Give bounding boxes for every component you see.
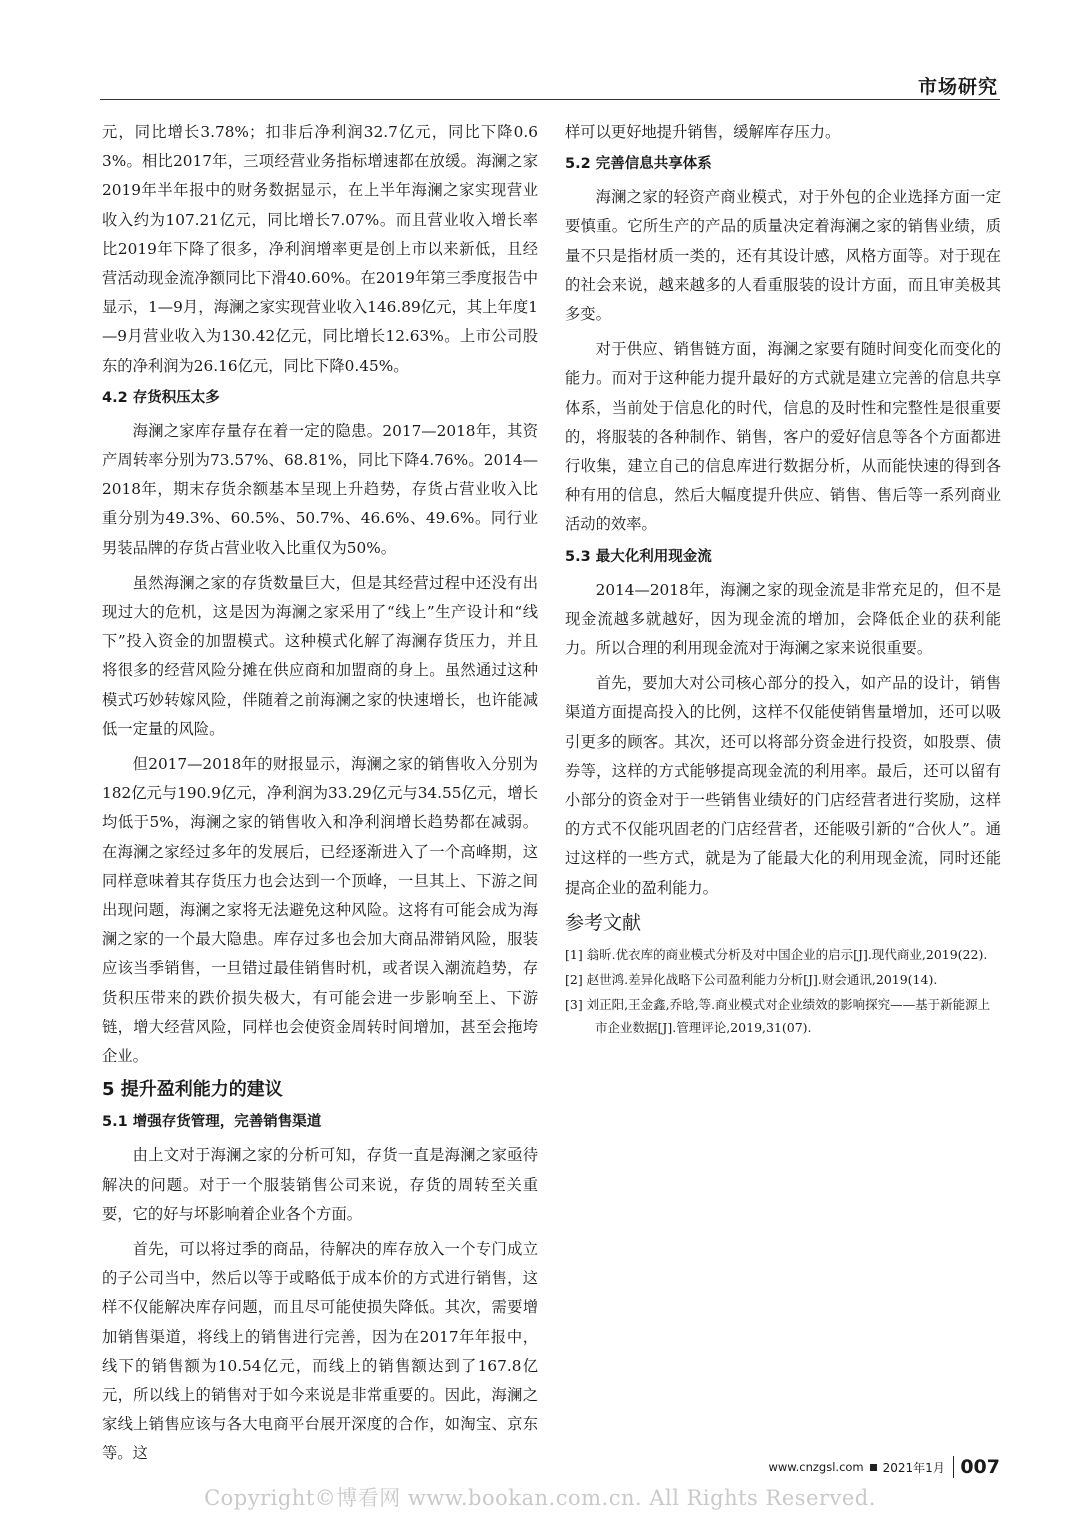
body-paragraph: 虽然海澜之家的存货数量巨大，但是其经营过程中还没有出现过大的危机，这是因为海澜之家采用了“线上”生产设计和“线下”投入资金的加盟模式。这种模式化解了海澜存货压力，并且将很多的经营风险分摊在供应商和加盟商的身上。虽然通过这种模式巧妙转嫁风险，伴随着之前海澜之家的快速增长，也许能减低一定量的风险。 [102,573,538,738]
footer-square-icon [870,1464,877,1471]
section-heading-4-2: 4.2 存货积压太多 [102,389,220,406]
header-divider [100,99,1000,100]
copyright-watermark: Copyright©博看网 www.bookan.com.cn. All Rights Reserved. [204,1486,876,1510]
reference-item: [1] 翁昕.优衣库的商业模式分析及对中国企业的启示[J].现代商业,2019(22). [565,946,988,962]
references-heading: 参考文献 [565,911,642,934]
section-heading-5-1: 5.1 增强存货管理，完善销售渠道 [102,1114,322,1131]
body-paragraph: 首先，要加大对公司核心部分的投入，如产品的设计，销售渠道方面提高投入的比例，这样不仅能使销售量增加，还可以吸引更多的顾客。其次，还可以将部分资金进行投资，如股票、债券等，这样的方式能够提高现金流的利用率。最后，还可以留有小部分的资金对于一些销售业绩好的门店经营者进行奖励，这样的方式不仅能巩固老的门店经营者，还能吸引新的“合伙人”。通过这样的一些方式，就是为了能最大化的利用现金流，同时还能提高企业的盈利能力。 [565,674,1001,897]
section-heading-5-3: 5.3 最大化利用现金流 [565,548,712,565]
right-column [565,118,1001,1041]
references-list [565,943,1001,1039]
body-paragraph: 2014—2018年，海澜之家的现金流是非常充足的，但不是现金流越多就越好，因为现金流的增加，会降低企业的获利能力。所以合理的利用现金流对于海澜之家来说很重要。 [565,580,1001,658]
footer-divider [953,1456,955,1478]
body-paragraph: 元，同比增长3.78%；扣非后净利润32.7亿元，同比下降0.63%。相比2017年，三项经营业务指标增速都在放缓。海澜之家2019年半年报中的财务数据显示，在上半年海澜之家实现营业收入约为107.21亿元，同比增长7.07%。而且营业收入增长率比2019年下降了很多，净利润增率更是创上市以来新低，且经营活动现金流净额同比下滑40.60%。在2019年第三季度报告中显示，1—9月，海澜之家实现营业收入146.89亿元，其上年度1—9月营业收入为130.42亿元，同比增长12.63%。上市公司股东的净利润为26.16亿元，同比下降0.45%。 [102,123,538,375]
left-column [102,118,538,1475]
section-heading-5-2: 5.2 完善信息共享体系 [565,156,712,173]
reference-item: [3] 刘正阳,王金鑫,乔晗,等.商业模式对企业绩效的影响探究——基于新能源上市企业数据[J].管理评论,2019,31(07). [565,996,991,1035]
body-paragraph: 首先，可以将过季的商品，待解决的库存放入一个专门成立的子公司当中，然后以等于或略低于成本价的方式进行销售，这样不仅能解决库存问题，而且尽可能使损失降低。其次，需要增加销售渠道，将线上的销售进行完善，因为在2017年年报中，线下的销售额为10.54亿元，而线上的销售额达到了167.8亿元，所以线上的销售对于如今来说是非常重要的。因此，海澜之家线上销售应该与各大电商平台展开深度的合作，如淘宝、京东等。这 [102,1239,538,1463]
body-paragraph: 对于供应、销售链方面，海澜之家要有随时间变化而变化的能力。而对于这种能力提升最好的方式就是建立完善的信息共享体系，当前处于信息化的时代，信息的及时性和完整性是很重要的，将服装的各种制作、销售，客户的爱好信息等各个方面都进行收集，建立自己的信息库进行数据分析，从而能快速的得到各种有用的信息，然后大幅度提升供应、销售、售后等一系列商业活动的效率。 [565,340,1001,534]
reference-item: [2] 赵世鸿.差异化战略下公司盈利能力分析[J].财会通讯,2019(14). [565,971,938,987]
footer-date: 2021年1月 [882,1460,945,1475]
body-paragraph: 海澜之家的轻资产商业模式，对于外包的企业选择方面一定要慎重。它所生产的产品的质量决定着海澜之家的销售业绩，质量不只是指材质一类的，还有其设计感，风格方面等。对于现在的社会来说，越来越多的人看重服装的设计方面，而且审美极其多变。 [565,188,1001,324]
section-heading-5: 5 提升盈利能力的建议 [102,1079,283,1101]
body-paragraph: 海澜之家库存量存在着一定的隐患。2017—2018年，其资产周转率分别为73.57%、68.81%，同比下降4.76%。2014—2018年，期末存货余额基本呈现上升趋势，存货占营业收入比重分别为49.3%、60.5%、50.7%、46.6%、49.6%。同行业男装品牌的存货占营业收入比重仅为50%。 [102,421,538,557]
page-number: 007 [960,1456,1000,1478]
body-paragraph: 但2017—2018年的财报显示，海澜之家的销售收入分别为182亿元与190.9亿元，净利润为33.29亿元与34.55亿元，增长均低于5%，海澜之家的销售收入和净利润增长趋势都在减弱。在海澜之家经过多年的发展后，已经逐渐进入了一个高峰期，这同样意味着其存货压力也会达到一个顶峰，一旦其上、下游之间出现问题，海澜之家将无法避免这种风险。这将有可能会成为海澜之家的一个最大隐患。库存过多也会加大商品滞销风险，服装应该当季销售，一旦错过最佳销售时机，或者误入潮流趋势，存货积压带来的跌价损失极大，有可能会进一步影响至上、下游链，增大经营风险，同样也会使资金周转时间增加，甚至会拖垮企业。 [102,755,538,1066]
body-paragraph: 样可以更好地提升销售，缓解库存压力。 [565,123,841,141]
page-footer [768,1456,1000,1478]
footer-website: www.cnzgsl.com [768,1460,864,1474]
section-title: 市场研究 [917,76,998,98]
body-paragraph: 由上文对于海澜之家的分析可知，存货一直是海澜之家亟待解决的问题。对于一个服装销售公司来说，存货的周转至关重要，它的好与坏影响着企业各个方面。 [102,1146,538,1223]
